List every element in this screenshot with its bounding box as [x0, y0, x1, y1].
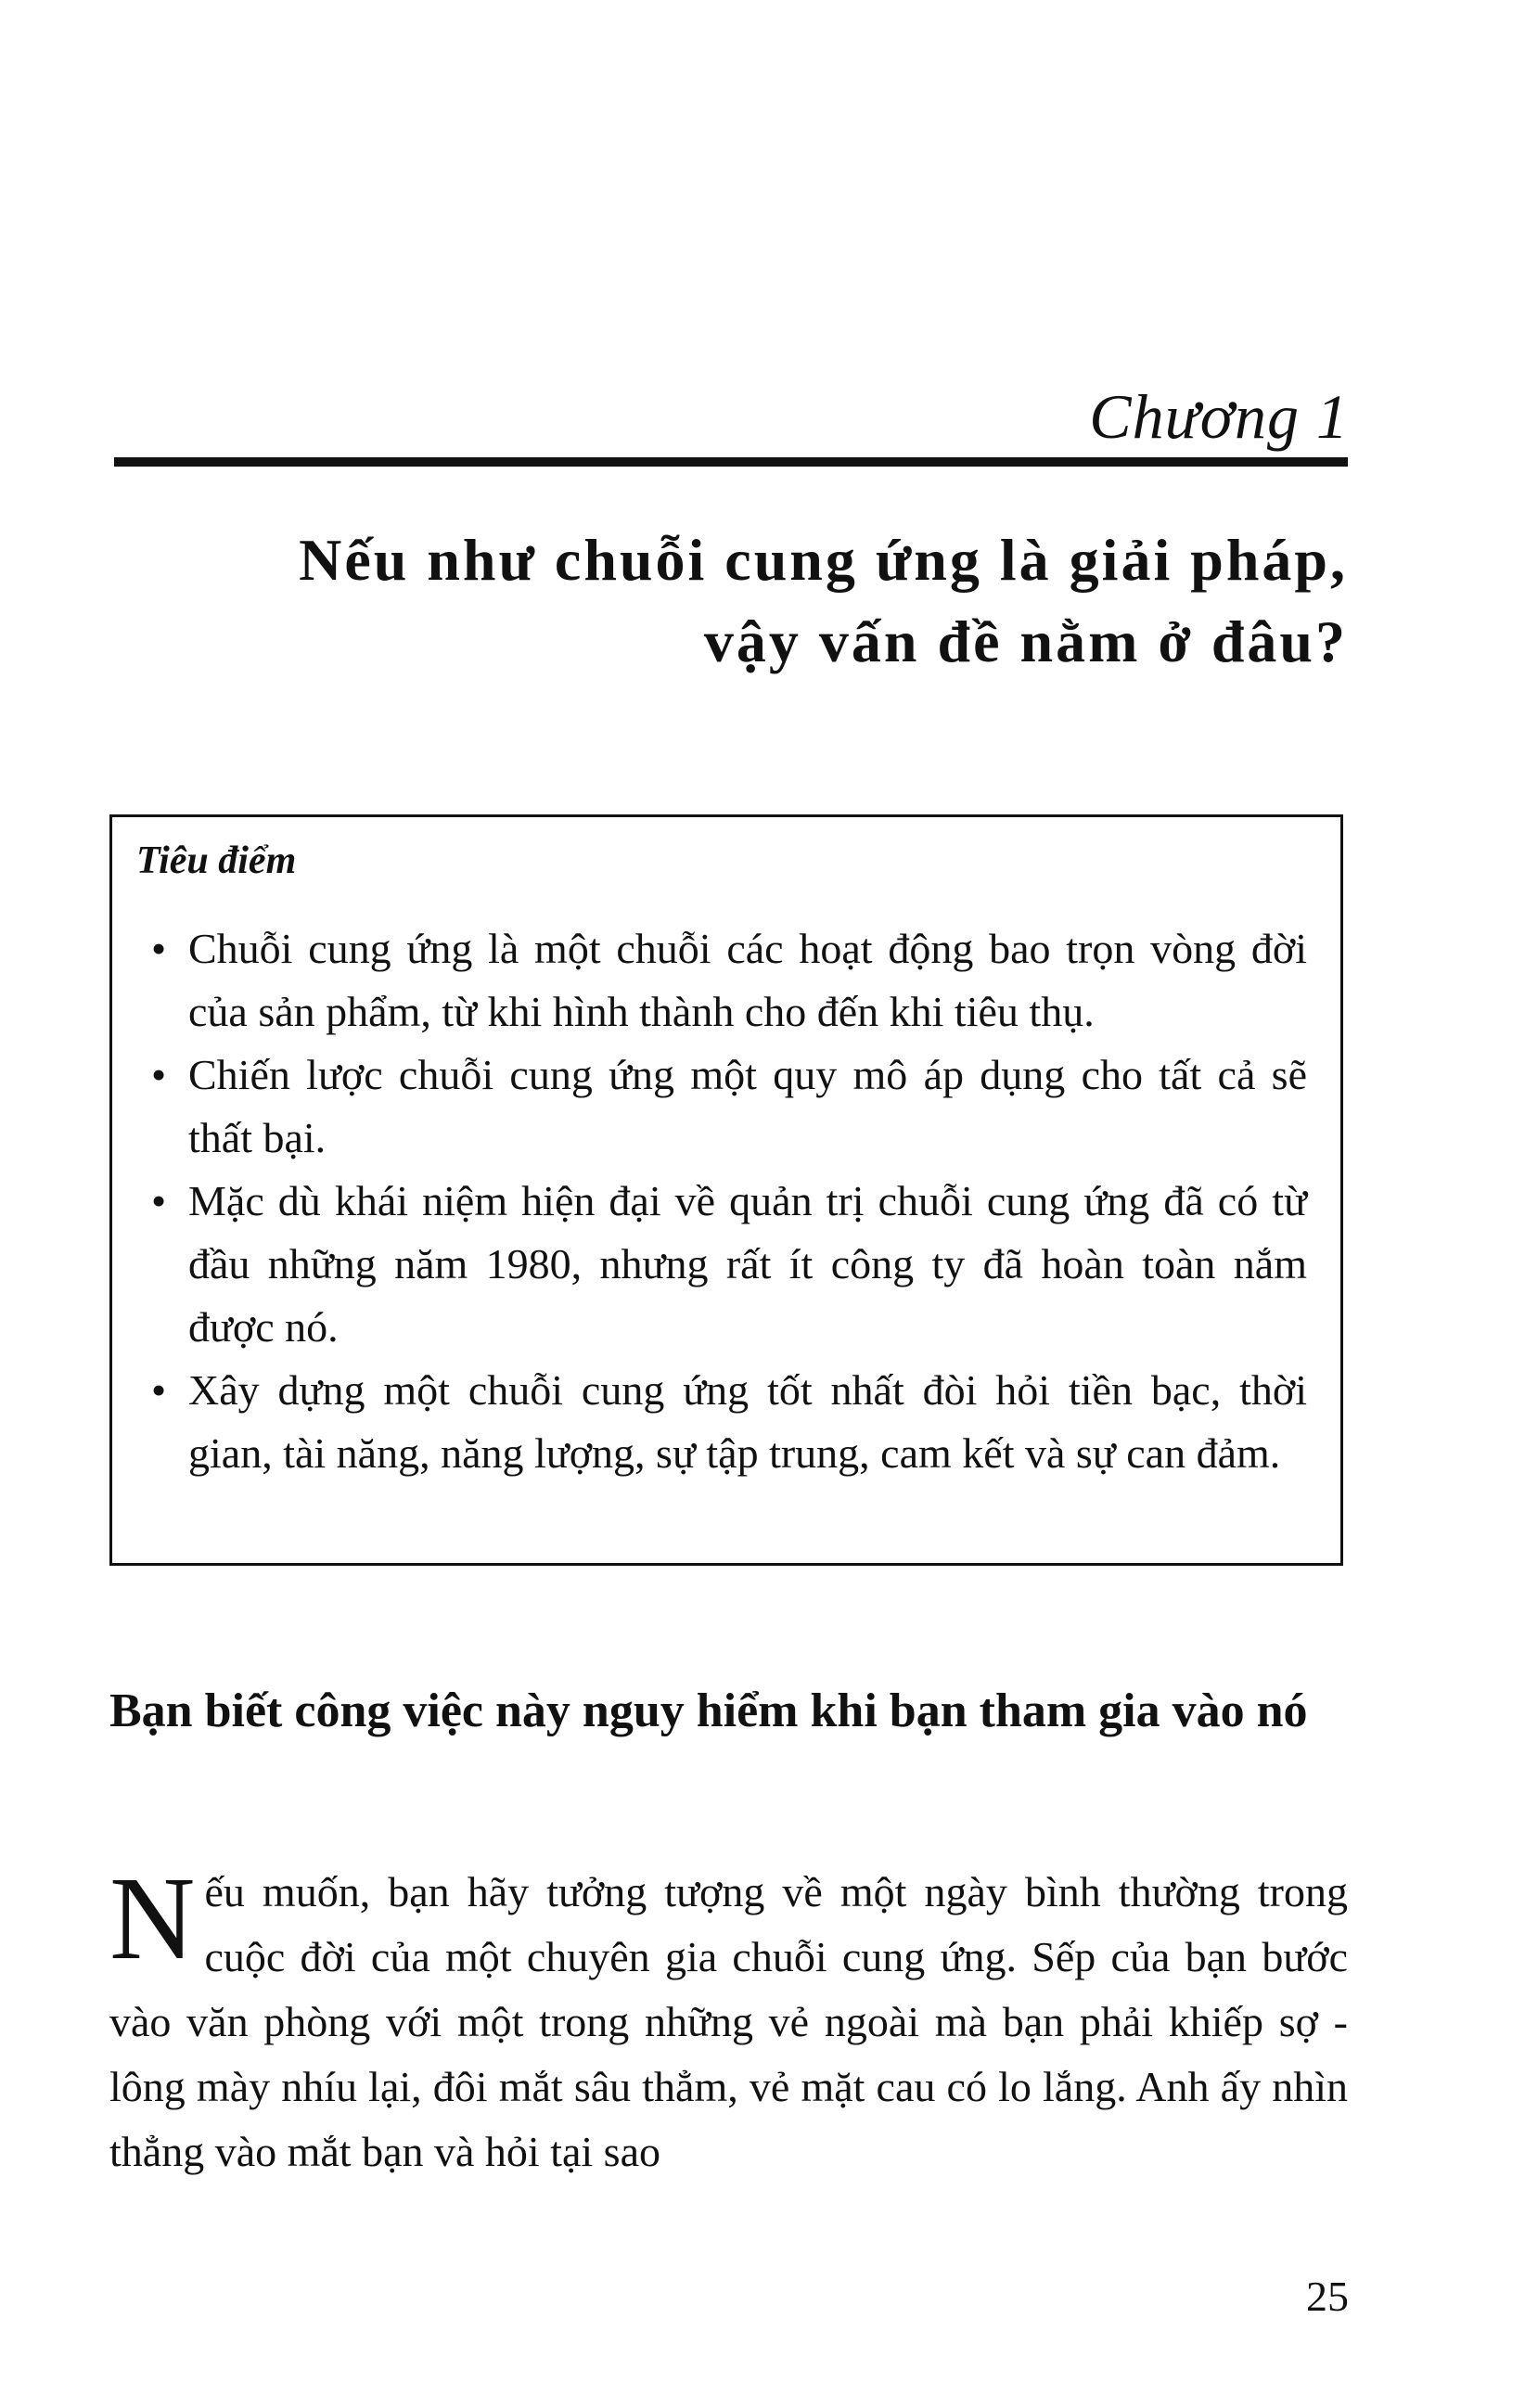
list-item: [138, 1044, 1307, 1170]
chapter-label: Chương 1: [1089, 381, 1349, 452]
chapter-title: [148, 519, 1348, 683]
chapter-title-line-1: Nếu như chuỗi cung ứng là giải pháp,: [299, 527, 1348, 593]
list-item-text: Mặc dù khái niệm hiện đại về quản trị chuỗi cung ứng đã có từ đầu những năm 1980, nhưng rất ít công ty đã hoàn toàn nắm được nó.: [188, 1177, 1307, 1351]
list-item-text: Chiến lược chuỗi cung ứng một quy mô áp dụng cho tất cả sẽ thất bại.: [188, 1051, 1307, 1161]
list-item-text: Chuỗi cung ứng là một chuỗi các hoạt động bao trọn vòng đời của sản phẩm, từ khi hình thành cho đến khi tiêu thụ.: [188, 925, 1307, 1035]
body-paragraph: [109, 1852, 1348, 2184]
bullet-icon: •: [150, 1366, 167, 1414]
focus-title: Tiêu điểm: [136, 839, 297, 882]
list-item: [138, 917, 1307, 1044]
focus-list: [138, 917, 1307, 1485]
bullet-icon: •: [150, 925, 167, 972]
drop-cap: N: [109, 1852, 196, 1984]
bullet-icon: •: [150, 1177, 167, 1224]
list-item: [138, 1170, 1307, 1359]
chapter-title-line-2: vậy vấn đề nằm ở đâu?: [703, 608, 1348, 674]
chapter-divider: [114, 457, 1348, 467]
focus-box: [109, 814, 1343, 1566]
list-item-text: Xây dựng một chuỗi cung ứng tốt nhất đòi hỏi tiền bạc, thời gian, tài năng, năng lượng, sự tập trung, cam kết và sự can đảm.: [188, 1366, 1307, 1477]
bullet-icon: •: [150, 1051, 167, 1098]
section-heading: Bạn biết công việc này nguy hiểm khi bạn tham gia vào nó: [109, 1684, 1308, 1737]
page-number: 25: [1306, 2273, 1349, 2320]
list-item: [138, 1359, 1307, 1485]
body-text: ếu muốn, bạn hãy tưởng tượng về một ngày bình thường trong cuộc đời của một chuyên gia chuỗi cung ứng. Sếp của bạn bước vào văn phòng với một trong những vẻ ngoài mà bạn phải khiếp sợ - lông mày nhíu lại, đôi mắt sâu thẳm, vẻ mặt cau có lo lắng. Anh ấy nhìn thẳng vào mắt bạn và hỏi tại sao: [109, 1868, 1348, 2175]
